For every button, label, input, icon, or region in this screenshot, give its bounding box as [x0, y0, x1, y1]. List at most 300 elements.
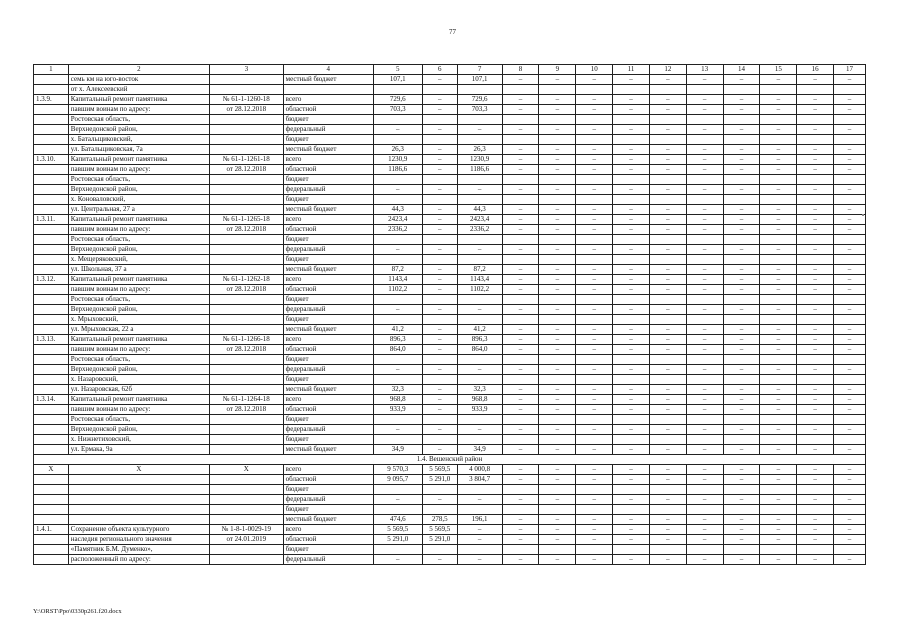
value-cell: 864,0: [457, 345, 502, 355]
value-cell: 3 804,7: [457, 475, 502, 485]
item-number-cell: [34, 175, 69, 185]
value-cell: –: [422, 165, 457, 175]
value-cell: [457, 435, 502, 445]
item-name-cell: павшим воинам по адресу:: [68, 225, 209, 235]
file-path-footer: Y:\ORST\Ppo\0330p261.f20.docx: [33, 608, 122, 615]
value-cell: –: [686, 75, 723, 85]
value-cell: –: [502, 105, 539, 115]
value-cell: –: [834, 265, 866, 275]
item-name-cell: Верхнедонской район,: [68, 245, 209, 255]
value-cell: [422, 175, 457, 185]
value-cell: [576, 315, 613, 325]
value-cell: –: [797, 325, 834, 335]
value-cell: –: [613, 445, 650, 455]
budget-source-cell: бюджет: [283, 485, 373, 495]
item-number-cell: [34, 545, 69, 555]
value-cell: –: [613, 95, 650, 105]
value-cell: –: [613, 495, 650, 505]
table-row: [34, 245, 866, 255]
value-cell: [686, 545, 723, 555]
value-cell: [613, 435, 650, 445]
value-cell: –: [539, 215, 576, 225]
value-cell: [422, 375, 457, 385]
value-cell: [649, 195, 686, 205]
value-cell: –: [723, 405, 760, 415]
item-number-cell: [34, 315, 69, 325]
table-row: [34, 125, 866, 135]
value-cell: 87,2: [457, 265, 502, 275]
value-cell: –: [760, 215, 797, 225]
value-cell: 5 569,5: [422, 465, 457, 475]
item-number-cell: [34, 505, 69, 515]
value-cell: –: [576, 275, 613, 285]
value-cell: [760, 195, 797, 205]
item-number-cell: [34, 435, 69, 445]
value-cell: –: [576, 445, 613, 455]
value-cell: 5 291,0: [422, 475, 457, 485]
value-cell: [686, 485, 723, 495]
value-cell: –: [723, 475, 760, 485]
value-cell: [539, 195, 576, 205]
value-cell: –: [649, 535, 686, 545]
value-cell: –: [422, 105, 457, 115]
value-cell: –: [797, 475, 834, 485]
header-cell: 10: [576, 65, 613, 75]
value-cell: [502, 295, 539, 305]
value-cell: –: [457, 125, 502, 135]
value-cell: –: [502, 465, 539, 475]
value-cell: [576, 135, 613, 145]
value-cell: –: [649, 555, 686, 565]
value-cell: [373, 505, 422, 515]
value-cell: –: [576, 385, 613, 395]
value-cell: 1186,6: [457, 165, 502, 175]
value-cell: –: [686, 285, 723, 295]
value-cell: –: [539, 445, 576, 455]
value-cell: [834, 85, 866, 95]
header-cell: 13: [686, 65, 723, 75]
value-cell: 1102,2: [457, 285, 502, 295]
value-cell: [373, 135, 422, 145]
value-cell: –: [539, 245, 576, 255]
value-cell: –: [834, 385, 866, 395]
value-cell: –: [576, 405, 613, 415]
value-cell: [686, 315, 723, 325]
value-cell: –: [797, 465, 834, 475]
table-row: [34, 225, 866, 235]
value-cell: [539, 415, 576, 425]
value-cell: –: [613, 125, 650, 135]
value-cell: –: [502, 475, 539, 485]
header-cell: 4: [283, 65, 373, 75]
item-name-cell: семь км на юго-восток: [68, 75, 209, 85]
value-cell: [422, 135, 457, 145]
header-cell: 5: [373, 65, 422, 75]
value-cell: –: [422, 555, 457, 565]
value-cell: –: [613, 335, 650, 345]
table-row: [34, 495, 866, 505]
value-cell: –: [760, 305, 797, 315]
value-cell: [373, 175, 422, 185]
document-cell: [210, 355, 284, 365]
value-cell: –: [576, 425, 613, 435]
value-cell: 41,2: [457, 325, 502, 335]
item-name-cell: [68, 505, 209, 515]
item-number-cell: [34, 105, 69, 115]
document-cell: [210, 305, 284, 315]
budget-source-cell: бюджет: [283, 195, 373, 205]
value-cell: –: [760, 365, 797, 375]
table-row: [34, 255, 866, 265]
value-cell: –: [539, 105, 576, 115]
value-cell: [539, 85, 576, 95]
value-cell: –: [613, 145, 650, 155]
value-cell: –: [539, 185, 576, 195]
value-cell: –: [797, 535, 834, 545]
value-cell: –: [686, 325, 723, 335]
value-cell: [457, 355, 502, 365]
value-cell: –: [576, 515, 613, 525]
budget-source-cell: местный бюджет: [283, 515, 373, 525]
value-cell: –: [457, 535, 502, 545]
document-cell: [210, 475, 284, 485]
value-cell: –: [797, 155, 834, 165]
value-cell: –: [834, 495, 866, 505]
document-cell: от 28.12.2018: [210, 345, 284, 355]
value-cell: –: [686, 95, 723, 105]
value-cell: –: [422, 365, 457, 375]
value-cell: –: [613, 515, 650, 525]
value-cell: [457, 175, 502, 185]
budget-source-cell: областной: [283, 475, 373, 485]
value-cell: [422, 295, 457, 305]
value-cell: [834, 545, 866, 555]
value-cell: 1143,4: [457, 275, 502, 285]
value-cell: –: [723, 185, 760, 195]
value-cell: [502, 255, 539, 265]
value-cell: [686, 435, 723, 445]
value-cell: –: [613, 345, 650, 355]
value-cell: –: [502, 245, 539, 255]
table-row: [34, 235, 866, 245]
value-cell: –: [539, 95, 576, 105]
value-cell: [576, 415, 613, 425]
document-cell: [210, 185, 284, 195]
item-name-cell: Капитальный ремонт памятника: [68, 215, 209, 225]
value-cell: [834, 485, 866, 495]
value-cell: –: [613, 305, 650, 315]
document-cell: № 1-8-1-0029-19: [210, 525, 284, 535]
value-cell: [760, 255, 797, 265]
document-cell: [210, 435, 284, 445]
value-cell: [760, 355, 797, 365]
value-cell: [502, 435, 539, 445]
value-cell: –: [723, 495, 760, 505]
value-cell: –: [649, 305, 686, 315]
budget-source-cell: бюджет: [283, 505, 373, 515]
header-cell: 6: [422, 65, 457, 75]
value-cell: –: [686, 515, 723, 525]
value-cell: 933,9: [373, 405, 422, 415]
value-cell: –: [422, 345, 457, 355]
value-cell: [502, 485, 539, 495]
value-cell: –: [373, 365, 422, 375]
value-cell: –: [502, 75, 539, 85]
value-cell: –: [723, 335, 760, 345]
value-cell: –: [422, 305, 457, 315]
value-cell: –: [723, 145, 760, 155]
value-cell: [576, 545, 613, 555]
value-cell: [373, 485, 422, 495]
document-cell: [210, 115, 284, 125]
value-cell: –: [422, 395, 457, 405]
value-cell: –: [576, 245, 613, 255]
value-cell: –: [539, 395, 576, 405]
document-cell: [210, 135, 284, 145]
table-row: [34, 335, 866, 345]
value-cell: –: [649, 405, 686, 415]
budget-source-cell: местный бюджет: [283, 325, 373, 335]
item-number-cell: [34, 225, 69, 235]
value-cell: –: [797, 215, 834, 225]
value-cell: 703,3: [373, 105, 422, 115]
budget-source-cell: областной: [283, 405, 373, 415]
budget-source-cell: местный бюджет: [283, 145, 373, 155]
document-cell: № 61-1-1264-18: [210, 395, 284, 405]
value-cell: [539, 295, 576, 305]
value-cell: [373, 435, 422, 445]
item-name-cell: от х. Алексеевский: [68, 85, 209, 95]
value-cell: 9 570,3: [373, 465, 422, 475]
item-name-cell: [68, 515, 209, 525]
value-cell: –: [373, 305, 422, 315]
value-cell: [760, 485, 797, 495]
table-row: [34, 305, 866, 315]
budget-source-cell: местный бюджет: [283, 75, 373, 85]
item-number-cell: 1.3.11.: [34, 215, 69, 225]
value-cell: [422, 505, 457, 515]
value-cell: [539, 175, 576, 185]
item-number-cell: 1.4.1.: [34, 525, 69, 535]
table-row: [34, 515, 866, 525]
value-cell: [502, 85, 539, 95]
value-cell: –: [613, 205, 650, 215]
table-row: [34, 475, 866, 485]
value-cell: –: [457, 425, 502, 435]
table-row: [34, 365, 866, 375]
value-cell: –: [422, 265, 457, 275]
value-cell: –: [686, 405, 723, 415]
value-cell: 1186,6: [373, 165, 422, 175]
document-cell: [210, 205, 284, 215]
value-cell: 474,6: [373, 515, 422, 525]
value-cell: –: [797, 305, 834, 315]
value-cell: –: [576, 205, 613, 215]
value-cell: –: [834, 245, 866, 255]
value-cell: –: [686, 165, 723, 175]
value-cell: –: [797, 245, 834, 255]
value-cell: –: [422, 495, 457, 505]
value-cell: –: [649, 225, 686, 235]
value-cell: –: [723, 105, 760, 115]
value-cell: –: [686, 465, 723, 475]
value-cell: –: [723, 425, 760, 435]
table-row: [34, 395, 866, 405]
value-cell: –: [649, 145, 686, 155]
value-cell: –: [649, 275, 686, 285]
budget-table: [33, 64, 866, 565]
document-cell: [210, 255, 284, 265]
table-row: [34, 315, 866, 325]
value-cell: [686, 255, 723, 265]
value-cell: –: [539, 225, 576, 235]
value-cell: –: [422, 245, 457, 255]
value-cell: –: [760, 465, 797, 475]
value-cell: –: [649, 125, 686, 135]
value-cell: –: [834, 285, 866, 295]
value-cell: [723, 485, 760, 495]
value-cell: [723, 545, 760, 555]
value-cell: 2336,2: [373, 225, 422, 235]
value-cell: –: [760, 335, 797, 345]
value-cell: [539, 375, 576, 385]
value-cell: [834, 175, 866, 185]
item-number-cell: [34, 165, 69, 175]
table-row: [34, 155, 866, 165]
value-cell: [797, 505, 834, 515]
item-number-cell: [34, 375, 69, 385]
value-cell: –: [613, 555, 650, 565]
value-cell: –: [834, 425, 866, 435]
item-number-cell: [34, 325, 69, 335]
budget-source-cell: федеральный: [283, 185, 373, 195]
value-cell: –: [613, 385, 650, 395]
value-cell: –: [760, 225, 797, 235]
value-cell: –: [649, 425, 686, 435]
value-cell: –: [797, 145, 834, 155]
value-cell: [760, 315, 797, 325]
header-cell: 15: [760, 65, 797, 75]
value-cell: [457, 195, 502, 205]
value-cell: [723, 195, 760, 205]
value-cell: [576, 505, 613, 515]
value-cell: –: [686, 245, 723, 255]
value-cell: [422, 85, 457, 95]
table-row: [34, 175, 866, 185]
value-cell: [834, 295, 866, 305]
value-cell: –: [760, 395, 797, 405]
value-cell: –: [797, 165, 834, 175]
value-cell: –: [649, 245, 686, 255]
value-cell: –: [613, 465, 650, 475]
item-name-cell: [68, 475, 209, 485]
value-cell: [373, 235, 422, 245]
value-cell: –: [576, 165, 613, 175]
item-name-cell: Верхнедонской район,: [68, 305, 209, 315]
value-cell: [723, 255, 760, 265]
document-cell: от 28.12.2018: [210, 405, 284, 415]
value-cell: –: [797, 205, 834, 215]
value-cell: 87,2: [373, 265, 422, 275]
item-name-cell: х. Мещеряковский,: [68, 255, 209, 265]
value-cell: –: [502, 425, 539, 435]
value-cell: –: [502, 555, 539, 565]
header-cell: 3: [210, 65, 284, 75]
budget-source-cell: областной: [283, 165, 373, 175]
budget-source-cell: федеральный: [283, 365, 373, 375]
value-cell: [457, 485, 502, 495]
value-cell: –: [760, 425, 797, 435]
value-cell: –: [613, 245, 650, 255]
value-cell: 278,5: [422, 515, 457, 525]
item-name-cell: [68, 485, 209, 495]
budget-source-cell: бюджет: [283, 355, 373, 365]
document-cell: № 61-1-1265-18: [210, 215, 284, 225]
value-cell: [539, 115, 576, 125]
value-cell: [834, 355, 866, 365]
value-cell: [613, 415, 650, 425]
value-cell: –: [539, 145, 576, 155]
value-cell: [834, 505, 866, 515]
value-cell: –: [649, 445, 686, 455]
header-cell: 1: [34, 65, 69, 75]
item-number-cell: 1.3.10.: [34, 155, 69, 165]
document-cell: [210, 495, 284, 505]
item-name-cell: [68, 495, 209, 505]
value-cell: –: [686, 535, 723, 545]
value-cell: –: [797, 125, 834, 135]
value-cell: 933,9: [457, 405, 502, 415]
value-cell: –: [502, 535, 539, 545]
value-cell: [539, 135, 576, 145]
value-cell: [613, 135, 650, 145]
value-cell: –: [834, 185, 866, 195]
value-cell: –: [502, 345, 539, 355]
value-cell: –: [502, 155, 539, 165]
item-name-cell: павшим воинам по адресу:: [68, 345, 209, 355]
header-cell: 2: [68, 65, 209, 75]
budget-source-cell: федеральный: [283, 425, 373, 435]
budget-source-cell: областной: [283, 105, 373, 115]
margin-mark: [862, 214, 864, 216]
value-cell: –: [760, 445, 797, 455]
value-cell: –: [723, 395, 760, 405]
value-cell: –: [760, 325, 797, 335]
value-cell: –: [834, 225, 866, 235]
value-cell: [576, 435, 613, 445]
value-cell: –: [797, 185, 834, 195]
value-cell: –: [686, 185, 723, 195]
value-cell: –: [422, 155, 457, 165]
value-cell: –: [649, 105, 686, 115]
value-cell: –: [686, 475, 723, 485]
value-cell: [373, 315, 422, 325]
budget-source-cell: всего: [283, 275, 373, 285]
value-cell: 896,3: [373, 335, 422, 345]
value-cell: [797, 485, 834, 495]
item-name-cell: Капитальный ремонт памятника: [68, 95, 209, 105]
value-cell: –: [422, 425, 457, 435]
item-number-cell: [34, 235, 69, 245]
value-cell: –: [834, 75, 866, 85]
item-name-cell: павшим воинам по адресу:: [68, 285, 209, 295]
value-cell: –: [686, 365, 723, 375]
value-cell: 26,3: [373, 145, 422, 155]
budget-source-cell: бюджет: [283, 255, 373, 265]
value-cell: 2423,4: [373, 215, 422, 225]
item-name-cell: Х: [68, 465, 209, 475]
value-cell: [373, 255, 422, 265]
